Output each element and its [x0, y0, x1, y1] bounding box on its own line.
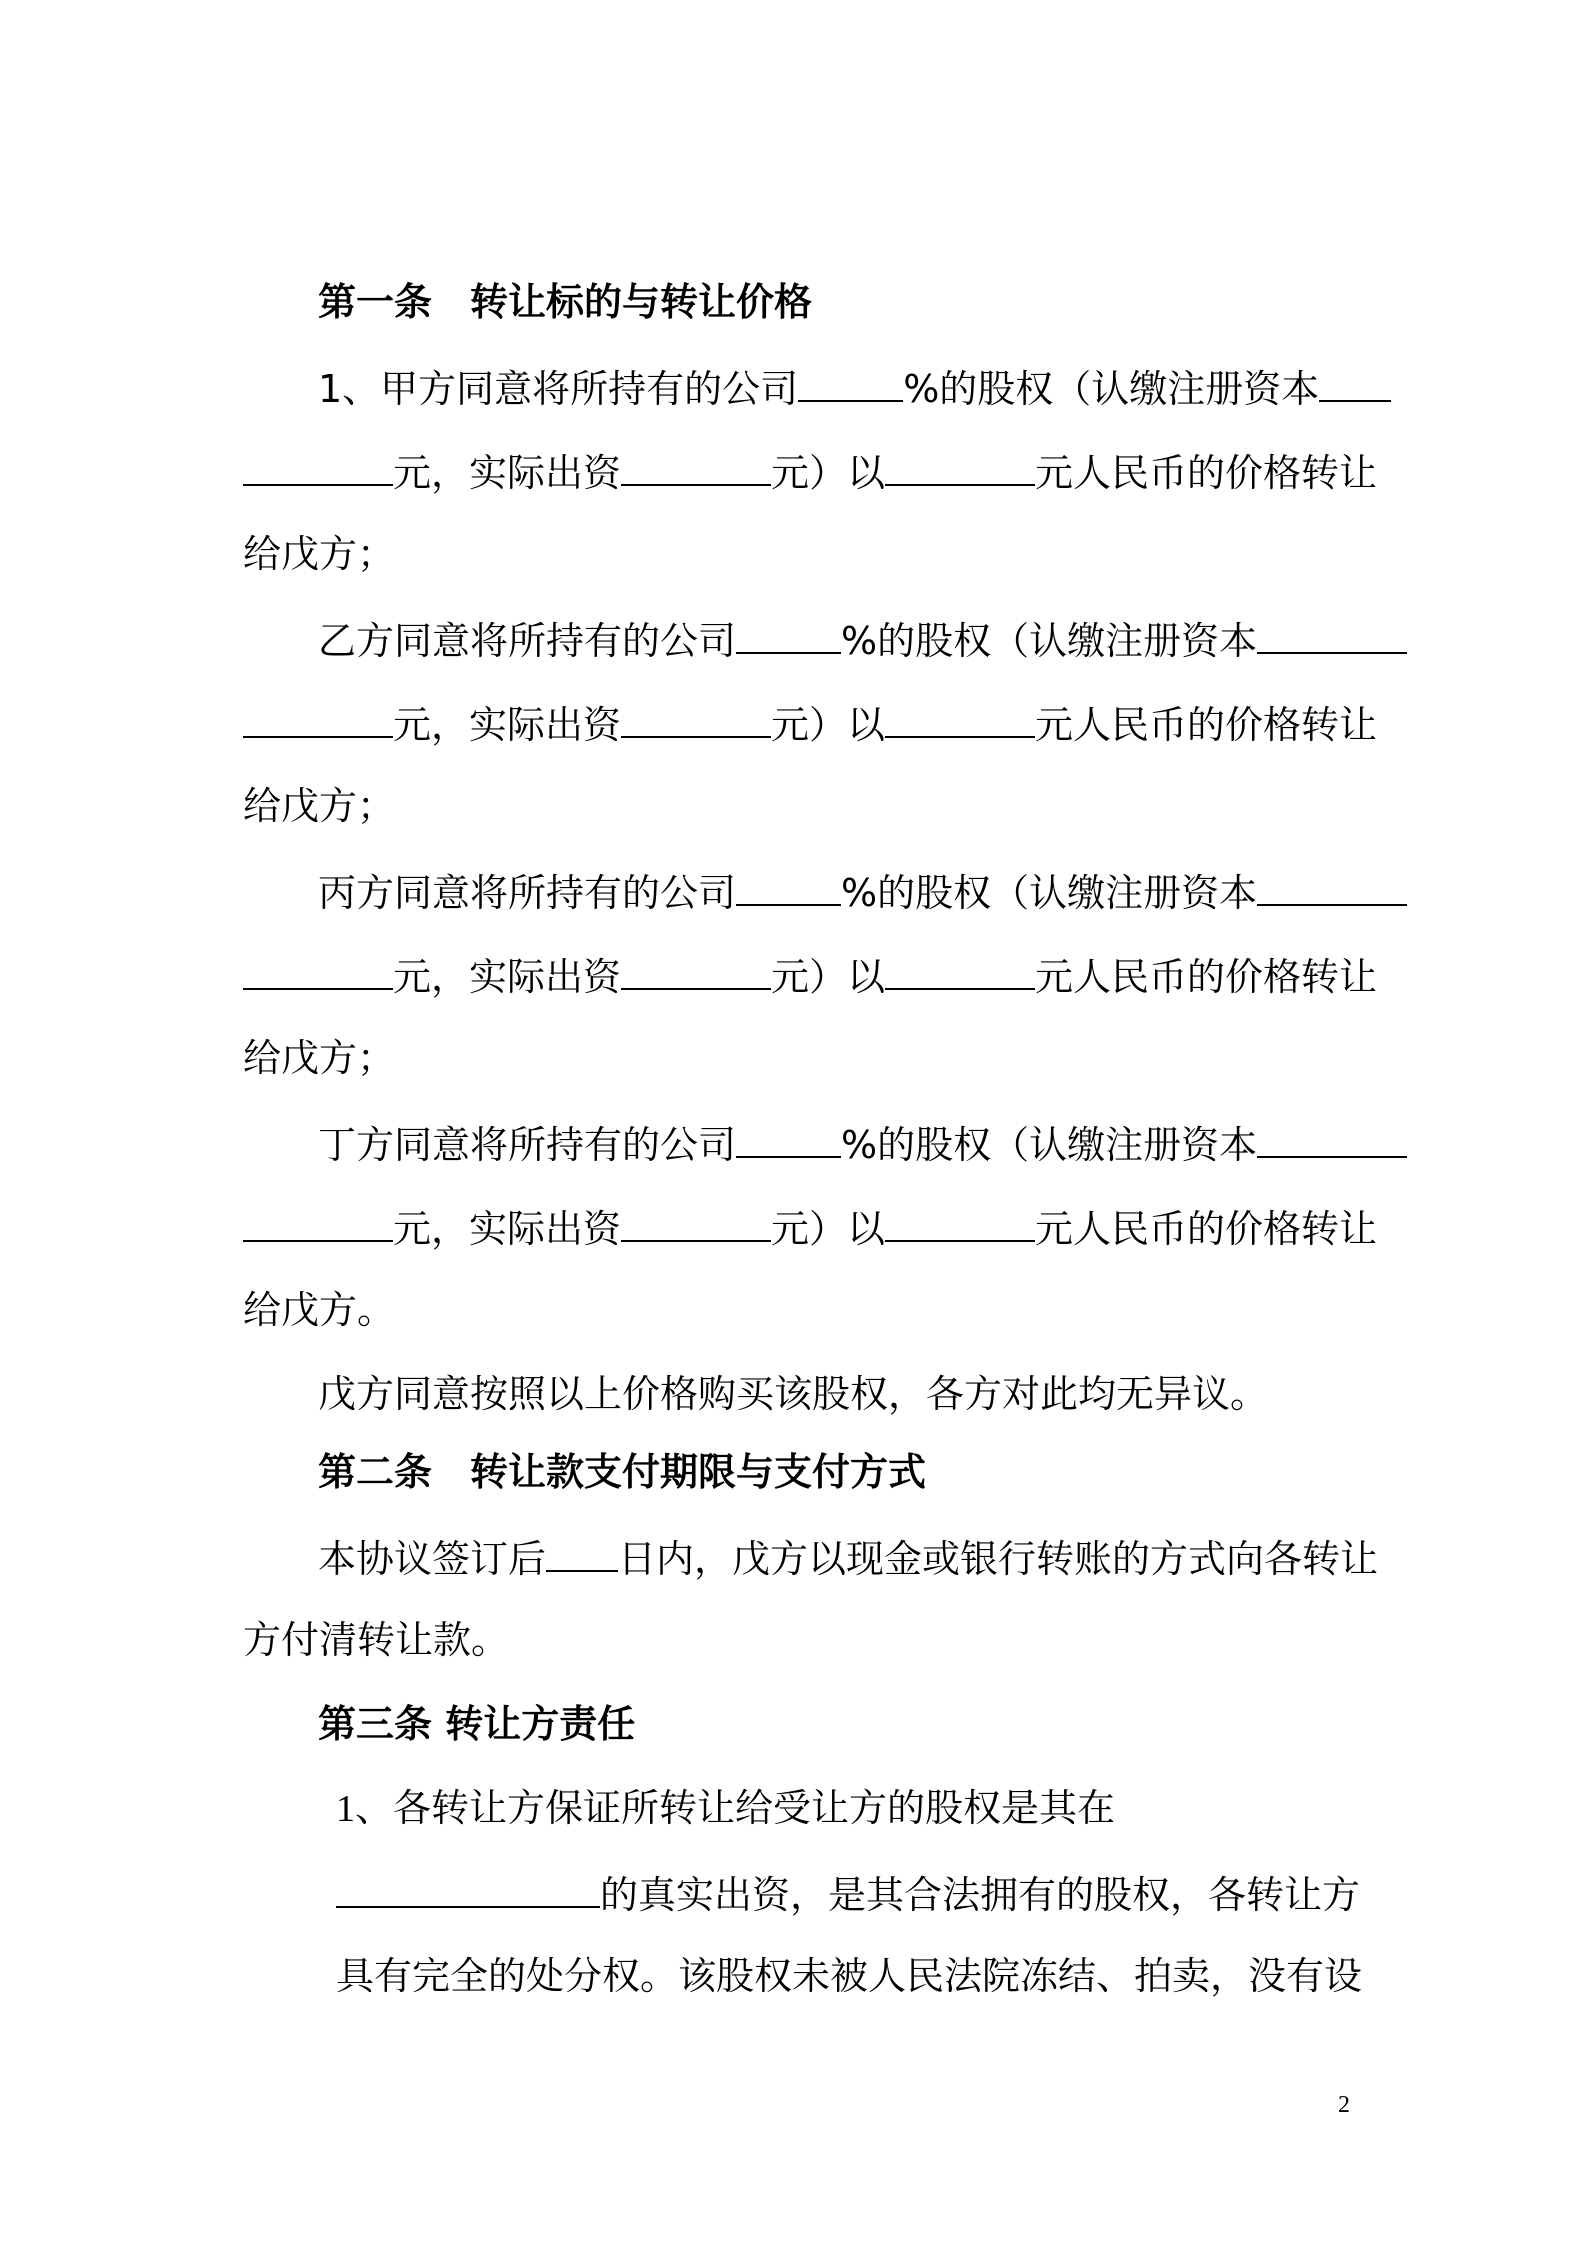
blank-capital: [1257, 1116, 1407, 1158]
blank-capital-cont: [243, 444, 393, 486]
article3-line3: 具有完全的处分权。该股权未被人民法院冻结、拍卖，没有设: [336, 1954, 1363, 1998]
clause-party-c-line2: 元，实际出资 元）以 元人民币的价格转让: [243, 948, 1377, 1000]
page-number: 2: [1338, 2092, 1350, 2118]
blank-price: [885, 696, 1035, 738]
clause-party-a-line3: 给戊方；: [243, 532, 396, 576]
clause-party-c-line3: 给戊方；: [243, 1036, 396, 1080]
blank-capital-cont: [243, 1200, 393, 1242]
article2-line2: 方付清转让款。: [243, 1618, 510, 1662]
blank-capital: [1257, 864, 1407, 906]
blank-percent: [736, 1116, 841, 1158]
clause-party-b-line2: 元，实际出资 元）以 元人民币的价格转让: [243, 696, 1377, 748]
blank-price: [885, 1200, 1035, 1242]
article1-heading: 第一条 转让标的与转让价格: [318, 280, 813, 324]
blank-capital-source: [336, 1866, 600, 1908]
blank-percent: [798, 360, 903, 402]
article3-heading: 第三条 转让方责任: [318, 1702, 636, 1746]
blank-price: [885, 444, 1035, 486]
clause-party-c-line1: 丙方同意将所持有的公司 %的股权（认缴注册资本: [318, 864, 1407, 916]
clause-party-a-line2: 元，实际出资 元）以 元人民币的价格转让: [243, 444, 1377, 496]
clause-party-d-line3: 给戊方。: [243, 1288, 396, 1332]
blank-actual: [621, 696, 771, 738]
article3-line1: 1、各转让方保证所转让给受让方的股权是其在: [336, 1786, 1116, 1830]
blank-percent: [736, 612, 841, 654]
article2-line1: 本协议签订后 日内，戊方以现金或银行转账的方式向各转让: [318, 1530, 1378, 1582]
clause-party-b-line1: 乙方同意将所持有的公司 %的股权（认缴注册资本: [318, 612, 1407, 664]
article2-heading: 第二条 转让款支付期限与支付方式: [318, 1450, 927, 1494]
blank-price: [885, 948, 1035, 990]
blank-capital: [1319, 360, 1391, 402]
blank-capital: [1257, 612, 1407, 654]
blank-days: [546, 1530, 618, 1572]
clause-party-d-line1: 丁方同意将所持有的公司 %的股权（认缴注册资本: [318, 1116, 1407, 1168]
clause-party-b-line3: 给戊方；: [243, 784, 396, 828]
blank-actual: [621, 948, 771, 990]
article3-line2: 的真实出资，是其合法拥有的股权，各转让方: [336, 1866, 1360, 1918]
blank-capital-cont: [243, 696, 393, 738]
clause-party-a-line1: 1、甲方同意将所持有的公司 %的股权（认缴注册资本: [318, 360, 1391, 412]
clause-agreement: 戊方同意按照以上价格购买该股权，各方对此均无异议。: [318, 1372, 1269, 1416]
blank-percent: [736, 864, 841, 906]
blank-actual: [621, 444, 771, 486]
clause-party-d-line2: 元，实际出资 元）以 元人民币的价格转让: [243, 1200, 1377, 1252]
blank-actual: [621, 1200, 771, 1242]
blank-capital-cont: [243, 948, 393, 990]
